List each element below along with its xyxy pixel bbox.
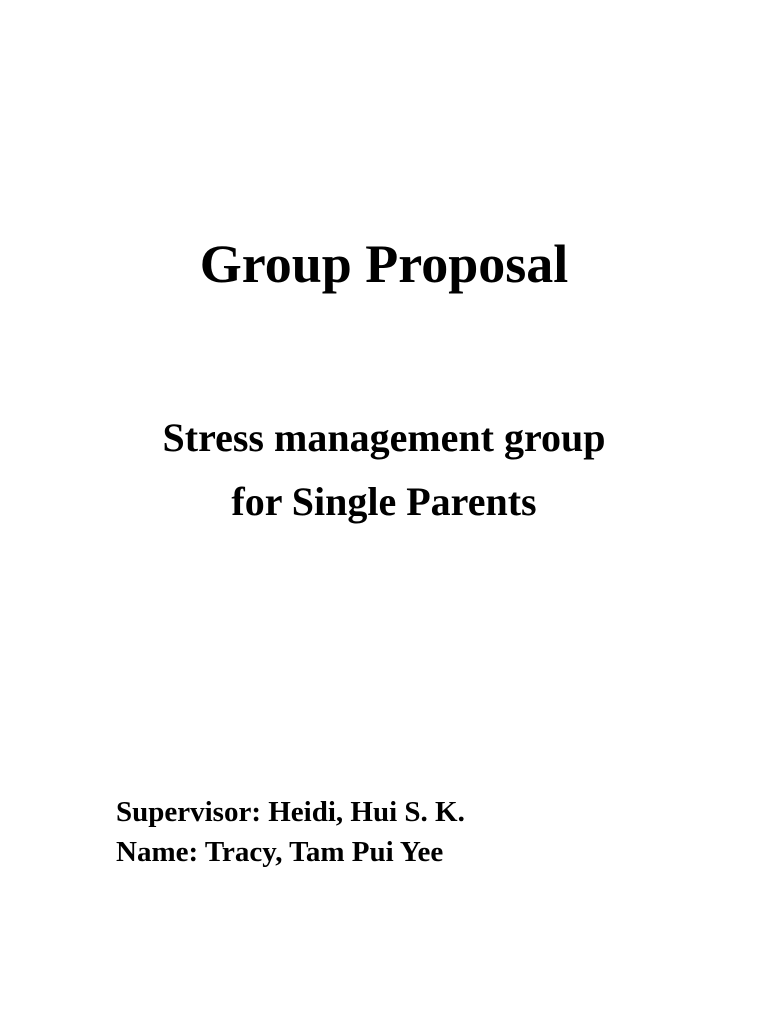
subtitle-line-1: Stress management group xyxy=(162,415,606,460)
name-line: Name: Tracy, Tam Pui Yee xyxy=(116,836,444,868)
author-info xyxy=(116,792,465,872)
document-title: Group Proposal xyxy=(199,234,569,294)
supervisor-line: Supervisor: Heidi, Hui S. K. xyxy=(116,796,465,828)
document-subtitle xyxy=(0,406,768,534)
subtitle-line-2: for Single Parents xyxy=(231,479,537,524)
